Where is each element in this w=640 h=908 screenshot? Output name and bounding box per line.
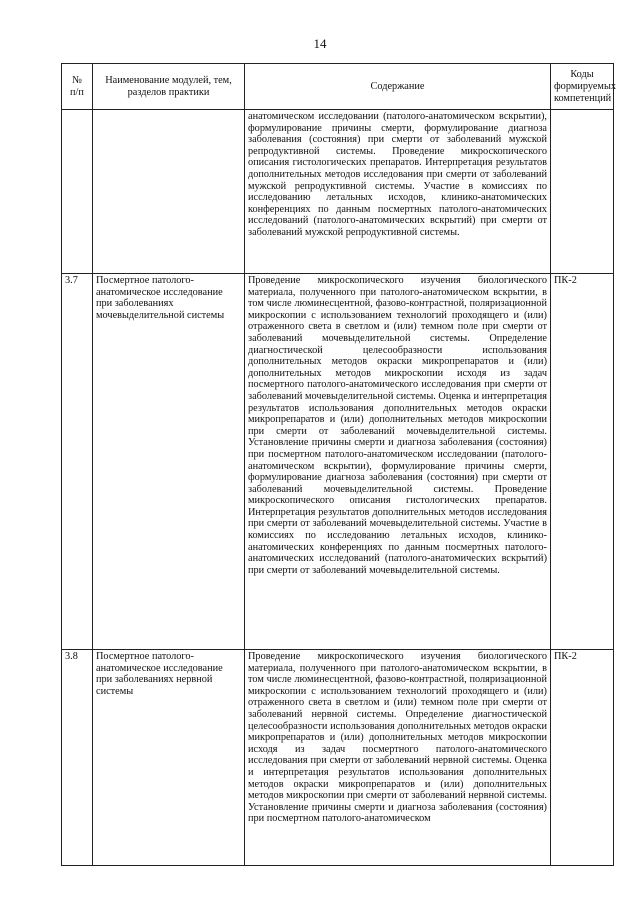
header-codes: Коды формируемых компетенций <box>551 64 614 110</box>
row-num <box>62 110 93 274</box>
table-header-row <box>62 64 614 110</box>
header-name: Наименование модулей, тем, разделов практики <box>93 64 245 110</box>
row-content: анатомическом исследовании (патолого-анатомическом вскрытии), формулирование причины смерти, формулирование диагноза заболевания (состояния) при смерти от заболеваний мужской репродуктивной системы. Проведение микроскопического описания гистологических препаратов. Интерпретация результатов дополнительных методов исследования при смерти от заболеваний мужской репродуктивной системы. Участие в комиссиях по исследованию летальных исходов, клинико-анатомических конференциях по данным посмертных патолого-анатомических исследований (патолого-анатомических вскрытий) при смерти от заболеваний мужской репродуктивной системы. <box>245 110 551 274</box>
row-content: Проведение микроскопического изучения биологического материала, полученного при патолого-анатомическом вскрытии, в том числе люминесцентной, фазово-контрастной, поляризационной микроскопии с использованием технологий проходящего и (или) отраженного света в светлом и (или) темном поле при смерти от заболеваний нервной системы. Определение диагностической целесообразности использования дополнительных методов окраски микропрепаратов и (или) дополнительных методов микроскопии исходя из задач посмертного патолого-анатомического исследования при смерти от заболеваний нервной системы. Оценка и интерпретация результатов использования дополнительных методов окраски микропрепаратов и (или) дополнительных методов микроскопии при смерти от заболеваний нервной системы. Установление причины смерти и диагноза заболевания (состояния) при посмертном патолого-анатомическом <box>245 650 551 866</box>
row-name: Посмертное патолого-анатомическое исследование при заболеваниях нервной системы <box>93 650 245 866</box>
row-codes: ПК-2 <box>551 274 614 650</box>
row-name: Посмертное патолого-анатомическое исследование при заболеваниях мочевыделительной системы <box>93 274 245 650</box>
page-number: 14 <box>313 36 327 51</box>
table-row <box>62 110 614 274</box>
table-row <box>62 274 614 650</box>
row-num: 3.8 <box>62 650 93 866</box>
row-content: Проведение микроскопического изучения биологического материала, полученного при патолого-анатомическом вскрытии, в том числе люминесцентной, фазово-контрастной, поляризационной микроскопии с использованием технологий проходящего и (или) отраженного света в светлом и (или) темном поле при смерти от заболеваний мочевыделительной системы. Определение диагностической целесообразности использования дополнительных методов окраски микропрепаратов и (или) дополнительных методов микроскопии исходя из задач посмертного патолого-анатомического исследования при смерти от заболеваний мочевыделительной системы. Оценка и интерпретация результатов использования дополнительных методов окраски микропрепаратов и (или) дополнительных методов микроскопии при смерти от заболеваний мочевыделительной системы. Установление причины смерти и диагноза заболевания (состояния) при посмертном патолого-анатомическом исследовании (патолого-анатомическом вскрытии), формулирование причины смерти, формулирование диагноза заболевания (состояния) при смерти от заболеваний мочевыделительной системы. Проведение микроскопического описания гистологических препаратов. Интерпретация результатов дополнительных методов исследования при смерти от заболеваний мочевыделительной системы. Участие в комиссиях по исследованию летальных исходов, клинико-анатомических конференциях по данным посмертных патолого-анатомических исследований (патолого-анатомических вскрытий) при смерти от заболеваний мочевыделительной системы. <box>245 274 551 650</box>
row-num: 3.7 <box>62 274 93 650</box>
practice-content-table <box>61 63 617 866</box>
row-codes: ПК-2 <box>551 650 614 866</box>
header-content: Содержание <box>245 64 551 110</box>
row-name <box>93 110 245 274</box>
table-row <box>62 650 614 866</box>
row-codes <box>551 110 614 274</box>
header-num: № п/п <box>62 64 93 110</box>
